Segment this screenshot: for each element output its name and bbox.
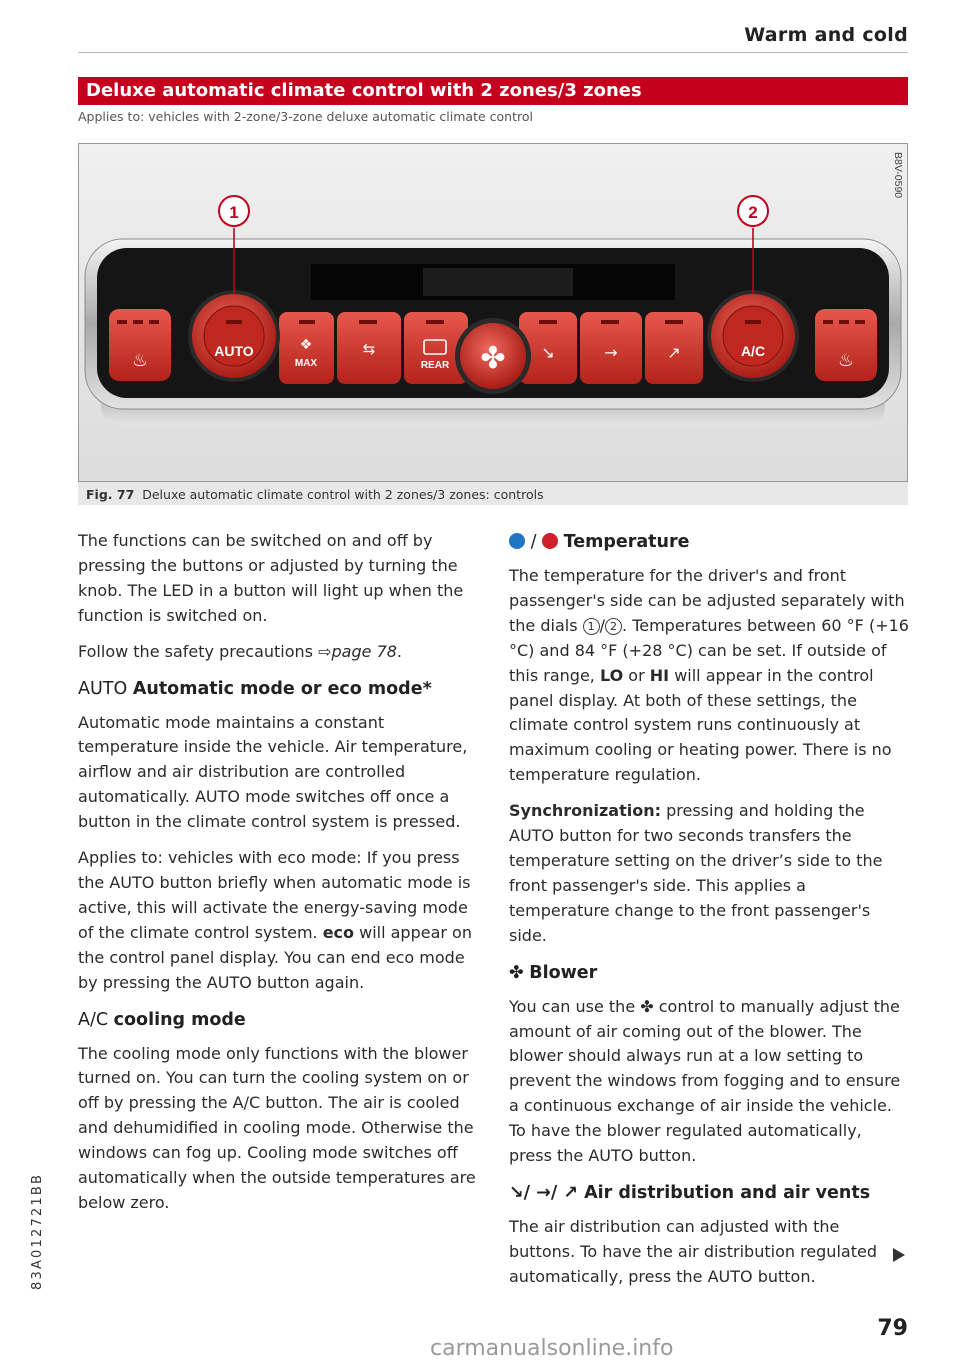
- lo-keyword: LO: [599, 665, 624, 685]
- blower-heading-title: Blower: [529, 962, 598, 983]
- temperature-heading-title: Temperature: [563, 532, 690, 552]
- svg-text:❖: ❖: [299, 337, 313, 353]
- temperature-paragraph: [509, 564, 909, 788]
- auto-heading-prefix: AUTO: [78, 678, 133, 699]
- ac-heading-prefix: A/C: [78, 1009, 114, 1030]
- ac-label: A/C: [740, 343, 766, 359]
- left-column: [78, 529, 483, 1227]
- air-separator-2: /: [550, 1182, 564, 1203]
- temperature-separator: /: [525, 532, 543, 552]
- section-title: Deluxe automatic climate control with 2 zones/3 zones: [86, 80, 642, 101]
- callout-2-label: 2: [748, 203, 758, 222]
- or-text: or: [623, 665, 650, 685]
- applies-to-note: Applies to: vehicles with 2-zone/3-zone deluxe automatic climate control: [78, 109, 533, 124]
- auto-paragraph: Automatic mode maintains a constant temperature inside the vehicle. Air temperature, airflow and air distribution are controlled automatically. AUTO mode switches off once a button in the climate control system is pressed.: [78, 712, 468, 832]
- dial-1-ref: 1: [583, 618, 600, 635]
- figure-code: B8V-0590: [892, 152, 904, 199]
- cooling-paragraph: The cooling mode only functions with the blower turned on. You can turn the cooling system on or off by pressing the A/C button. The air is cooled and dehumidified in cooling mode. Otherwise the windows can fog up. Cooling mode switches off automatically when the outside temperatures are below zero.: [78, 1043, 476, 1212]
- air-separator-1: /: [523, 1182, 537, 1203]
- continue-arrow-icon: [893, 1248, 905, 1262]
- eco-paragraph: [78, 846, 483, 995]
- dial-2-ref: 2: [605, 618, 622, 635]
- blower-text-b: control to manually adjust the amount of air coming out of the blower. The blower should always run at a low setting to prevent the windows from fogging and to ensure a continuous exchange of air inside the vehicle. To have the blower regulated automatically, press the AUTO button.: [509, 996, 901, 1166]
- safety-paragraph: [78, 640, 483, 665]
- cold-dot-icon: [509, 533, 525, 549]
- air-distribution-heading: [509, 1180, 909, 1206]
- climate-control-panel-illustration: [79, 144, 907, 481]
- synchronization-label: Synchronization:: [509, 801, 661, 821]
- blower-text-a: You can use the: [509, 996, 641, 1016]
- synchronization-text: pressing and holding the AUTO button for two seconds transfers the temperature setting on the driver’s side to the front passenger's side. This applies a temperature change to the front passenger's side.: [509, 801, 883, 945]
- svg-text:♨: ♨: [131, 350, 149, 371]
- right-column: [509, 529, 909, 1301]
- air-windshield-icon: ↗: [563, 1182, 578, 1203]
- eco-keyword: eco: [322, 922, 355, 942]
- figure-caption: [86, 487, 544, 502]
- air-footwell-icon: ↘: [509, 1182, 524, 1203]
- warm-dot-icon: [542, 533, 558, 549]
- eco-text-b: will appear on the control panel display. You can end eco mode by pressing the AUTO button again.: [78, 922, 472, 992]
- page-reference-link[interactable]: page 78: [331, 641, 397, 661]
- climate-control-figure: [78, 143, 908, 482]
- ac-heading: [78, 1007, 483, 1033]
- eco-text-a: Applies to: vehicles with eco mode: If you press the AUTO button briefly when automatic mode is active, this will activate the energy-saving mode of the climate control system.: [78, 848, 471, 942]
- safety-end: .: [396, 641, 403, 661]
- safety-text: Follow the safety precautions: [78, 641, 319, 661]
- blower-paragraph: [509, 995, 909, 1169]
- blower-icon: ✤: [509, 962, 524, 983]
- temperature-text-a: The temperature for the driver's and front passenger's side can be adjusted separately with the dials: [509, 566, 905, 635]
- figure-caption-text: Deluxe automatic climate control with 2 zones/3 zones: controls: [142, 487, 544, 502]
- callout-1-label: 1: [229, 203, 239, 222]
- auto-heading: [78, 676, 483, 702]
- document-code: 83A012721BB: [30, 1172, 45, 1290]
- max-label: MAX: [294, 358, 318, 369]
- synchronization-paragraph: [509, 799, 909, 948]
- running-header: Warm and cold: [744, 24, 908, 46]
- air-distribution-heading-title: Air distribution and air vents: [584, 1182, 871, 1203]
- air-distribution-paragraph: The air distribution can adjusted with the buttons. To have the air distribution regulated automatically, press the AUTO button.: [509, 1216, 877, 1286]
- temperature-heading: [509, 529, 909, 555]
- ac-heading-title: cooling mode: [113, 1009, 246, 1030]
- rear-label: REAR: [420, 360, 450, 371]
- intro-paragraph: The functions can be switched on and off by pressing the buttons or adjusted by turning the knob. The LED in a button will light up when the function is switched on.: [78, 531, 464, 625]
- dial-slash: /: [599, 615, 606, 635]
- figure-number: Fig. 77: [86, 487, 135, 502]
- svg-text:→: →: [604, 343, 618, 362]
- header-divider: [78, 52, 908, 53]
- svg-text:↘: ↘: [541, 343, 555, 362]
- svg-text:↗: ↗: [667, 343, 681, 362]
- auto-label: AUTO: [214, 343, 254, 359]
- hi-keyword: HI: [649, 665, 670, 685]
- svg-text:⇆: ⇆: [362, 340, 376, 358]
- svg-text:♨: ♨: [837, 350, 855, 371]
- page-ref-arrow-icon: ⇨: [318, 641, 332, 661]
- temperature-text-c: will appear in the control panel display. At both of these settings, the climate control system runs continuously at maximum cooling or heating power. There is no temperature regulation.: [509, 665, 892, 785]
- temperature-text-b: . Temperatures between 60 °F (+16 °C) and 84 °F (+28 °C) can be set. If outside of this range,: [509, 615, 909, 685]
- blower-inline-icon: ✤: [640, 996, 654, 1016]
- watermark: carmanualsonline.info: [430, 1336, 674, 1361]
- air-vent-icon: →: [536, 1182, 551, 1203]
- auto-heading-title: Automatic mode or eco mode*: [132, 678, 432, 699]
- svg-text:✤: ✤: [480, 341, 506, 376]
- blower-heading: [509, 960, 909, 986]
- page-number: 79: [877, 1316, 908, 1341]
